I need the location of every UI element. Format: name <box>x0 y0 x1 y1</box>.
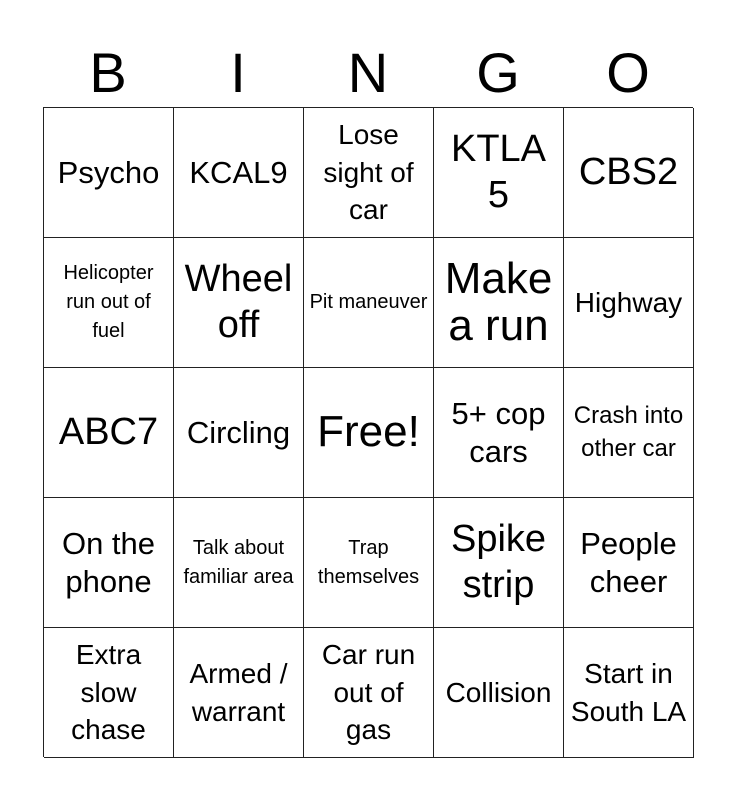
free-space-cell[interactable] <box>304 368 434 498</box>
cell-text: Start in South LA <box>570 657 687 727</box>
bingo-cell[interactable] <box>304 498 434 628</box>
cell-text: People cheer <box>580 526 677 599</box>
bingo-cell[interactable] <box>434 628 564 758</box>
bingo-cell[interactable] <box>174 238 304 368</box>
header-letter-b: B <box>89 41 127 104</box>
bingo-cell[interactable] <box>44 368 174 498</box>
header-letter-g: G <box>476 41 520 104</box>
cell-text: Lose sight of car <box>323 118 414 226</box>
cell-text: On the phone <box>61 526 156 599</box>
bingo-cell[interactable] <box>304 238 434 368</box>
header-letter-n: N <box>347 41 389 104</box>
bingo-header <box>43 38 693 108</box>
cell-text: Car run out of gas <box>321 638 416 746</box>
cell-text: Armed / warrant <box>189 657 288 727</box>
bingo-cell[interactable] <box>174 108 304 238</box>
cell-text: Free! <box>317 407 420 457</box>
cell-text: Crash into other car <box>573 402 684 462</box>
bingo-cell[interactable] <box>564 498 694 628</box>
cell-text: Helicopter run out of fuel <box>63 262 154 342</box>
header-letter-i: I <box>230 41 246 104</box>
bingo-cell[interactable] <box>304 108 434 238</box>
cell-text: Psycho <box>57 154 160 190</box>
cell-text: Trap themselves <box>317 536 420 588</box>
bingo-grid <box>43 107 693 757</box>
bingo-cell[interactable] <box>564 368 694 498</box>
bingo-cell[interactable] <box>434 368 564 498</box>
bingo-cell[interactable] <box>304 628 434 758</box>
bingo-cell[interactable] <box>564 238 694 368</box>
cell-text: Spike strip <box>450 517 547 606</box>
cell-text: Pit maneuver <box>309 291 428 313</box>
bingo-cell[interactable] <box>564 108 694 238</box>
bingo-cell[interactable] <box>44 238 174 368</box>
cell-text: Highway <box>574 286 683 318</box>
bingo-cell[interactable] <box>44 628 174 758</box>
cell-text: Extra slow chase <box>71 638 146 746</box>
bingo-cell[interactable] <box>434 108 564 238</box>
bingo-cell[interactable] <box>434 238 564 368</box>
bingo-cell[interactable] <box>174 498 304 628</box>
bingo-cell[interactable] <box>564 628 694 758</box>
cell-text: Circling <box>186 414 291 450</box>
cell-text: Wheel off <box>184 257 293 346</box>
cell-text: KTLA 5 <box>450 127 547 216</box>
bingo-cell[interactable] <box>174 368 304 498</box>
cell-text: Talk about familiar area <box>183 536 294 588</box>
cell-text: ABC7 <box>58 410 159 453</box>
header-letter-o: O <box>606 41 650 104</box>
bingo-cell[interactable] <box>44 108 174 238</box>
cell-text: Make a run <box>444 254 553 350</box>
bingo-cell[interactable] <box>174 628 304 758</box>
bingo-cell[interactable] <box>44 498 174 628</box>
cell-text: CBS2 <box>578 150 679 193</box>
cell-text: Collision <box>445 676 552 708</box>
cell-text: 5+ cop cars <box>451 396 546 469</box>
cell-text: KCAL9 <box>189 154 288 190</box>
bingo-cell[interactable] <box>434 498 564 628</box>
